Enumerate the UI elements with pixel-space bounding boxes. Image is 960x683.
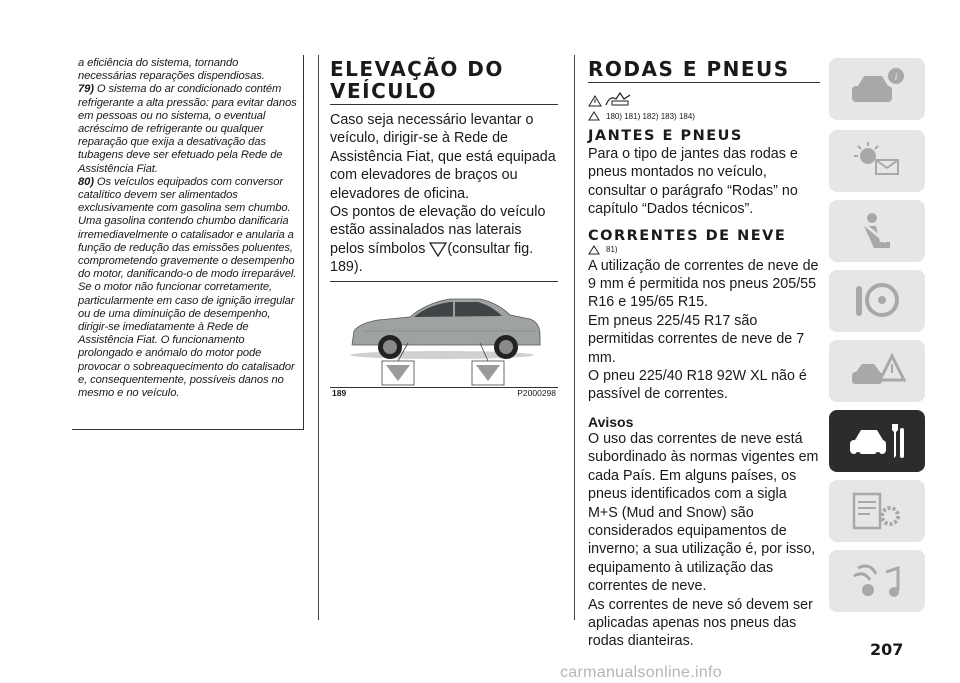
column-divider-right [574,55,575,620]
tab-car-info[interactable] [829,58,925,120]
section-title-line1: ELEVAÇÃO DO [330,57,504,81]
snow-chains-p1: A utilização de correntes de neve de 9 mm é permitida nos pneus 205/55 R16 e 195/65 R15. [588,257,819,311]
tab-steering-key[interactable] [829,270,925,332]
warning-triangle-small-icon [588,111,600,121]
wheels-tyres-section [588,58,820,651]
tab-dashboard-lights[interactable] [829,130,925,192]
section-title-line2: VEÍCULO [330,79,438,103]
avisos-title: Avisos [588,413,634,430]
warning-triangle-small-icon [588,245,600,255]
subtitle-rims-tyres: JANTES E PNEUS [588,128,743,144]
column-divider-left [318,55,319,620]
figure-code: P2000298 [517,388,556,398]
tab-warning-emergency[interactable] [829,340,925,402]
snow-chains-ref-text: 81) [606,245,618,255]
subtitle-snow-chains: CORRENTES DE NEVE [588,227,787,244]
section-title-wheels: RODAS E PNEUS [588,57,790,81]
dashboard-lights-icon [846,138,908,184]
warning-triangle-icon [588,95,602,107]
svg-text:i: i [894,71,898,83]
tyre-service-icon [604,91,632,107]
tab-technical-data[interactable] [829,480,925,542]
note-79-text: O sistema do ar condicionado contém refrigerante a alta pressão: para evitar danos em pessoas ou no sistema, o eventual acréscimo de refrigerante ou qualquer reparação que exija a desativação das tubagens deve ser efetuado pela Rede de Assistência Fiat. [78,83,297,175]
car-wrench-icon [846,418,908,464]
section-title-lifting [330,58,558,102]
tab-car-maintenance[interactable] [829,410,925,472]
snow-chains-p3: O pneu 225/40 R18 92W XL não é passível de correntes. [588,368,807,403]
lifting-paragraph-2 [330,203,558,277]
rims-tyres-text: Para o tipo de jantes das rodas e pneus montados no veículo, consultar o parágrafo “Rodas” no capítulo “Dados técnicos”. [588,146,798,218]
page-number: 207 [870,640,904,659]
lifting-paragraph-2-end: (consultar fig. 189). [330,240,534,276]
car-info-icon [846,66,908,112]
notes-box [72,55,304,430]
lift-point-symbol-icon [429,241,447,257]
notes-paragraph: a eficiência do sistema, tornando necessárias reparações dispendiosas. [78,57,265,83]
figure-number: 189 [332,388,347,398]
technical-data-icon [846,488,908,534]
lifting-paragraph-1: Caso seja necessário levantar o veículo, dirigir-se à Rede de Assistência Fiat, que está equipada com elevadores de braços ou elevadores de oficina. [330,112,556,202]
avisos-p1: O uso das correntes de neve está subordinado às normas vigentes em cada País. Em alguns países, os pneus identificados com a sigla M+S (Mud and Snow) são considerados equipamentos de inverno; a sua utilização é, por isso, equipamento à utilização das correntes de neve. [588,430,819,595]
warning-refs [588,111,820,121]
multimedia-icon [846,558,908,604]
steering-key-icon [846,278,908,324]
figure-car-lift-points [330,273,558,403]
note-79-number: 79) [78,83,94,96]
seat-safety-icon [846,208,908,254]
avisos-p2: As correntes de neve só devem ser aplicadas apenas nos pneus das rodas dianteiras. [588,596,813,650]
tab-seat-safety[interactable] [829,200,925,262]
tab-multimedia[interactable] [829,550,925,612]
note-79 [78,83,297,175]
title-underline [330,104,558,105]
note-80-text: Os veículos equipados com conversor catalítico devem ser alimentados exclusivamente com gasolina sem chumbo. Uma gasolina contendo chumbo danificaria irremediavelmente o catalisador e anularia a função de redução das emissões poluentes, comprometendo gravemente o desempenho do motor, danificando-o de modo irreparável. Se o motor não funcionar corretamente, particularmente em caso de ignição irregular ou de uma diminuição de desempenho, dirigir-se imediatamente à Rede de Assistência Fiat. O funcionamento prolongado e anómalo do motor pode provocar o sobreaquecimento do catalisador e, consequentemente, possíveis danos no mesmo e no veículo. [78,175,297,400]
refs-text: 180) 181) 182) 183) 184) [606,111,695,121]
wheels-title-underline [588,82,820,83]
note-80 [78,176,297,400]
lifting-paragraph-2-start: Os pontos de elevação do veículo estão assinalados nas laterais pelos símbolos [330,204,546,257]
snow-chains-ref [588,245,820,255]
lifting-section [330,58,558,282]
snow-chains-p2: Em pneus 225/45 R17 são permitidas correntes de neve de 7 mm. [588,312,805,366]
watermark: carmanualsonline.info [560,664,722,681]
warning-emergency-icon [846,348,908,394]
warning-icons-row [588,87,820,107]
note-80-number: 80) [78,175,94,188]
car-side-illustration [330,273,558,388]
